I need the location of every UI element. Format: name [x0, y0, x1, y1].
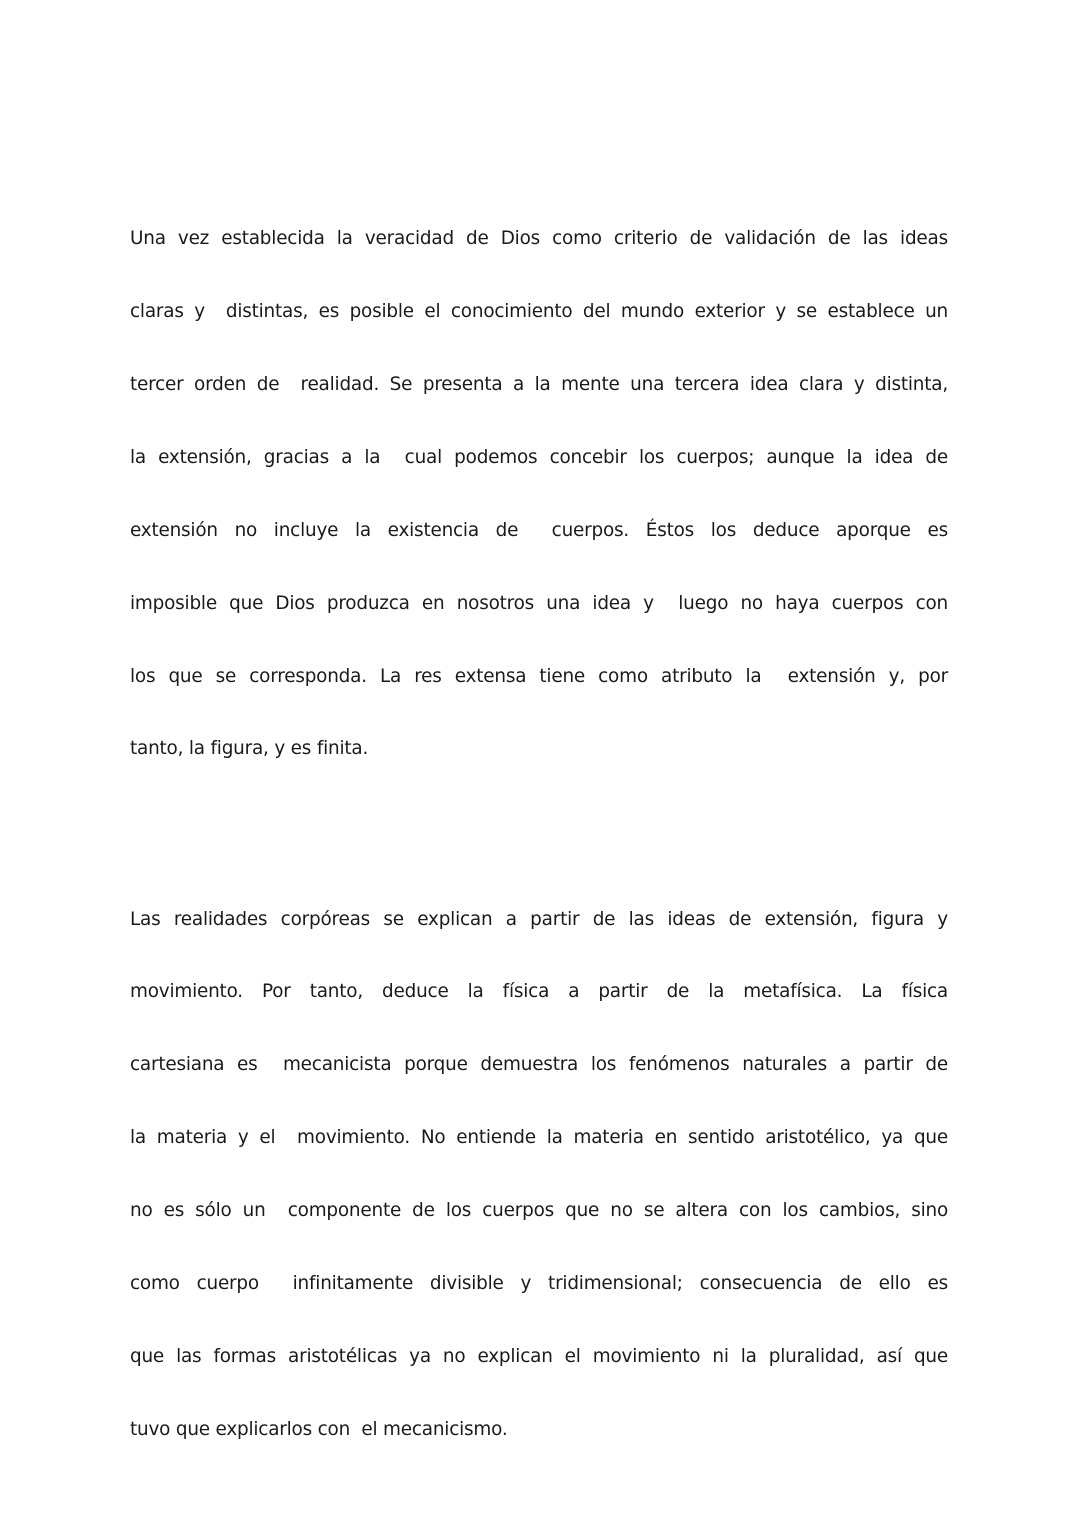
text-line: la extensión, gracias a la cual podemos concebir los cuerpos; aunque la idea de	[130, 446, 948, 468]
text-line: tuvo que explicarlos con el mecanicismo.	[130, 1418, 508, 1440]
text-line: movimiento. Por tanto, deduce la física a partir de la metafísica. La física	[130, 981, 948, 1003]
text-line: la materia y el movimiento. No entiende la materia en sentido aristotélico, ya que	[130, 1127, 948, 1149]
text-line: cartesiana es mecanicista porque demuestra los fenómenos naturales a partir de	[130, 1054, 948, 1076]
text-line: imposible que Dios produzca en nosotros una idea y luego no haya cuerpos con	[130, 592, 948, 614]
text-line: que las formas aristotélicas ya no explican el movimiento ni la pluralidad, así que	[130, 1345, 948, 1367]
text-line: tanto, la figura, y es finita.	[130, 738, 369, 760]
paragraph-2	[130, 859, 948, 1491]
text-line: los que se corresponda. La res extensa tiene como atributo la extensión y, por	[130, 665, 948, 687]
text-line: Una vez establecida la veracidad de Dios como criterio de validación de las ideas	[130, 228, 948, 250]
text-line: como cuerpo infinitamente divisible y tridimensional; consecuencia de ello es	[130, 1272, 948, 1294]
paragraph-1	[130, 179, 948, 811]
text-line: claras y distintas, es posible el conocimiento del mundo exterior y se establece un	[130, 301, 948, 323]
text-line: tercer orden de realidad. Se presenta a la mente una tercera idea clara y distinta,	[130, 373, 948, 395]
text-line: Las realidades corpóreas se explican a partir de las ideas de extensión, figura y	[130, 908, 948, 930]
document-page	[130, 130, 948, 1515]
text-line: no es sólo un componente de los cuerpos que no se altera con los cambios, sino	[130, 1200, 948, 1222]
text-line: extensión no incluye la existencia de cuerpos. Éstos los deduce aporque es	[130, 519, 948, 541]
